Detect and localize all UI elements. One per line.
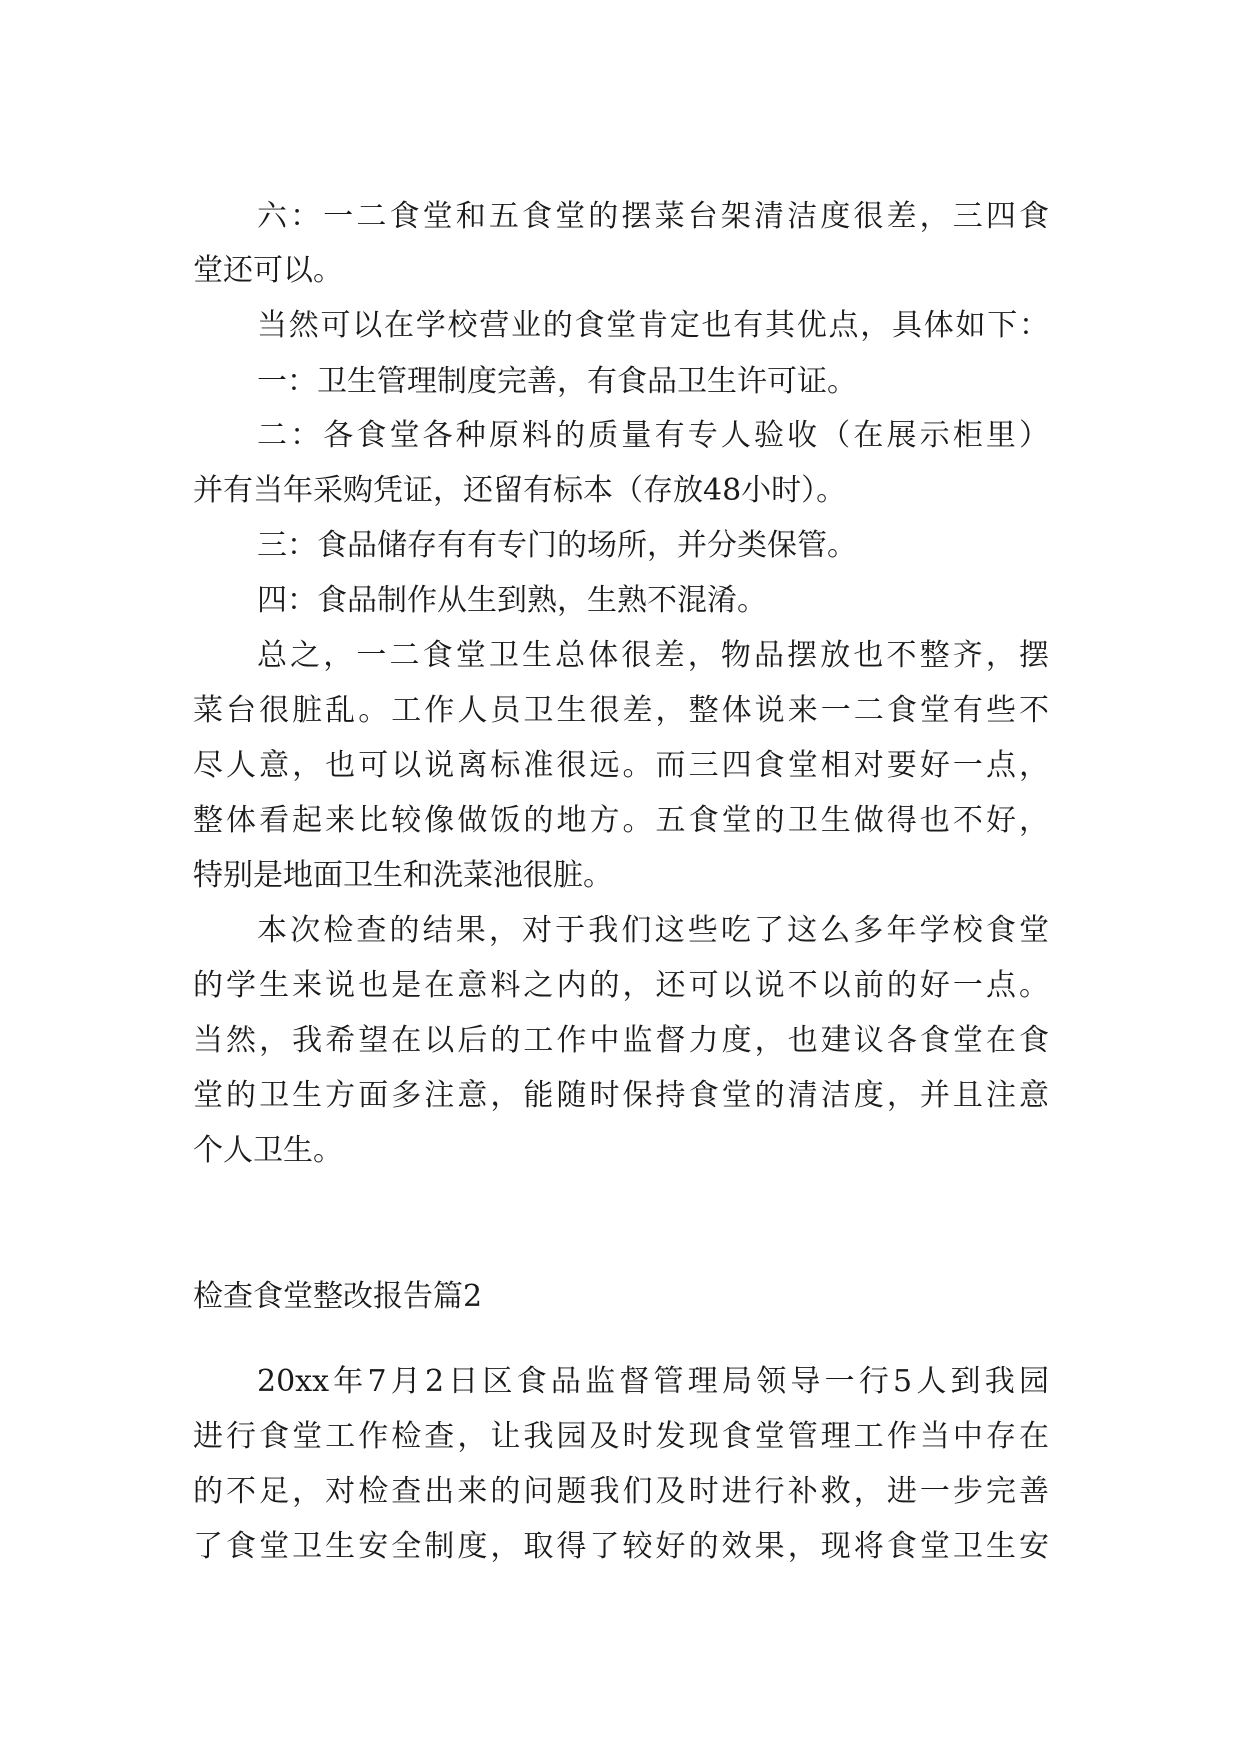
paragraph-line: 了食堂卫生安全制度，取得了较好的效果，现将食堂卫生安 — [193, 1529, 1049, 1564]
paragraph-line: 尽人意，也可以说离标准很远。而三四食堂相对要好一点， — [193, 748, 1049, 783]
paragraph-line: 的学生来说也是在意料之内的，还可以说不以前的好一点。 — [193, 968, 1049, 1003]
paragraph-line: 堂的卫生方面多注意，能随时保持食堂的清洁度，并且注意 — [193, 1078, 1049, 1113]
paragraph-line: 总之，一二食堂卫生总体很差，物品摆放也不整齐，摆 — [257, 638, 1049, 673]
paragraph-line: 四：食品制作从生到熟，生熟不混淆。 — [257, 583, 767, 618]
paragraph-line: 菜台很脏乱。工作人员卫生很差，整体说来一二食堂有些不 — [193, 693, 1049, 728]
paragraph-line: 当然可以在学校营业的食堂肯定也有其优点，具体如下： — [257, 308, 1049, 343]
paragraph-line: 特别是地面卫生和洗菜池很脏。 — [193, 858, 613, 893]
paragraph-line: 的不足，对检查出来的问题我们及时进行补救，进一步完善 — [193, 1474, 1049, 1509]
paragraph-line: 堂还可以。 — [193, 253, 343, 288]
paragraph-line: 个人卫生。 — [193, 1133, 343, 1168]
paragraph-line: 本次检查的结果，对于我们这些吃了这么多年学校食堂 — [257, 913, 1049, 948]
paragraph-line: 六：一二食堂和五食堂的摆菜台架清洁度很差，三四食 — [257, 199, 1049, 234]
paragraph-line: 20xx年7月2日区食品监督管理局领导一行5人到我园 — [257, 1364, 1049, 1399]
paragraph-line: 进行食堂工作检查，让我园及时发现食堂管理工作当中存在 — [193, 1419, 1049, 1454]
paragraph-line: 当然，我希望在以后的工作中监督力度，也建议各食堂在食 — [193, 1023, 1049, 1058]
section-heading: 检查食堂整改报告篇2 — [193, 1279, 483, 1314]
paragraph-line: 三：食品储存有有专门的场所，并分类保管。 — [257, 528, 857, 563]
paragraph-line: 整体看起来比较像做饭的地方。五食堂的卫生做得也不好， — [193, 803, 1049, 838]
paragraph-line: 并有当年采购凭证，还留有标本（存放48小时）。 — [193, 473, 847, 508]
paragraph-line: 二：各食堂各种原料的质量有专人验收（在展示柜里） — [257, 418, 1049, 453]
paragraph-line: 一：卫生管理制度完善，有食品卫生许可证。 — [257, 364, 857, 399]
